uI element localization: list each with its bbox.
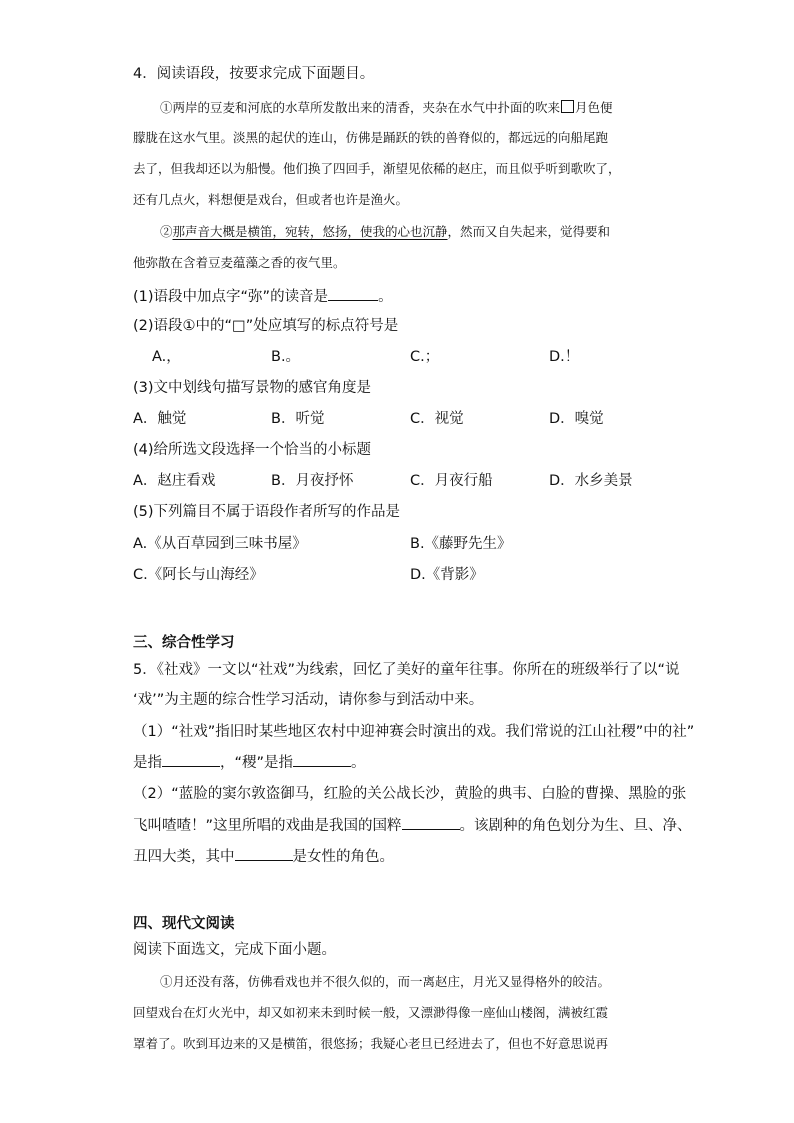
q5-sub2-text: 丑四大类，其中 [133,849,235,865]
q4-sub4: (4)给所选文段选择一个恰当的小标题 [133,442,372,458]
q4-title: 4．阅读语段，按要求完成下面题目。 [133,66,375,82]
q4-passage-line-2: 朦胧在这水气里。淡黑的起伏的连山，仿佛是踊跃的铁的兽脊似的，都远远的向船尾跑 [133,130,609,145]
q5-sub1-end: 。 [351,755,366,771]
underlined-sentence: 那声音大概是横笛，宛转，悠扬，使我的心也沉静 [172,224,448,239]
q4-sub3: (3)文中划线句描写景物的感官角度是 [133,380,372,396]
q4-sub1-text: (1)语段中加点字“弥”的读音是 [133,289,329,305]
q5-sub1-text: 是指 [133,755,162,771]
q5-line-1: 5．《社戏》一文以“社戏”为线索，回忆了美好的童年往事。你所在的班级举行了以“说 [133,662,680,678]
q4-sub2-option-d[interactable]: D.！ [549,349,580,365]
q4-sub3-option-b[interactable]: B．听觉 [271,411,325,427]
q4-passage-text: 月色便 [575,100,613,115]
answer-blank[interactable] [402,815,460,830]
q4-passage2-line-2: 他弥散在含着豆麦蕴藻之香的夜气里。 [133,255,346,270]
q4-sub3-option-a[interactable]: A．触觉 [133,411,187,427]
q4-passage2-line-1 [160,222,610,242]
q4-sub3-option-d[interactable]: D．嗅觉 [549,411,604,427]
q4-sub4-option-b[interactable]: B．月夜抒怀 [271,473,354,489]
q4-sub3-option-c[interactable]: C．视觉 [410,411,464,427]
q4-sub4-option-a[interactable]: A．赵庄看戏 [133,473,216,489]
q5-sub2-line-2 [133,815,692,836]
q4-sub2-option-b[interactable]: B.。 [271,349,301,365]
q4-passage-text: ①两岸的豆麦和河底的水草所发散出来的清香，夹杂在水气中扑面的吹来 [160,100,561,115]
q5-sub2-text: 是女性的角色。 [292,849,394,865]
q4-passage-line-3: 去了，但我却还以为船慢。他们换了四回手，渐望见依稀的赵庄，而且似乎听到歌吹了， [133,161,621,176]
answer-blank[interactable] [328,286,378,301]
q5-sub1-line-2 [133,752,366,773]
section-4-passage-line-2: 回望戏台在灯火光中，却又如初来未到时候一般，又漂渺得像一座仙山楼阁，满被红霞 [133,1005,609,1020]
q4-sub4-option-c[interactable]: C．月夜行船 [410,473,493,489]
q4-passage-line-4: 还有几点火，料想便是戏台，但或者也许是渔火。 [133,192,409,207]
q4-passage2-marker: ② [160,224,173,239]
q4-passage-line-1 [160,98,613,118]
q4-sub5-option-c[interactable]: C.《阿长与山海经》 [133,567,264,583]
q5-sub2-text: 。该剧种的角色划分为生、旦、净、 [459,818,692,834]
answer-blank[interactable] [235,846,293,861]
section-4-passage-line-1: ①月还没有落，仿佛看戏也并不很久似的，而一离赵庄，月光又显得格外的皎洁。 [160,974,611,989]
q5-sub2-line-1: （2）“蓝脸的窦尔敦盗御马，红脸的关公战长沙，黄脸的典韦、白脸的曹操、黑脸的张 [133,786,687,802]
q4-sub5-option-d[interactable]: D.《背影》 [410,567,484,583]
q4-sub4-option-d[interactable]: D．水乡美景 [549,473,633,489]
q5-sub1-line-1: （1）“社戏”指旧时某些地区农村中迎神赛会时演出的戏。我们常说的江山社稷”中的社” [133,724,695,740]
section-4-passage-line-3: 罩着了。吹到耳边来的又是横笛，很悠扬；我疑心老旦已经进去了，但也不好意思说再 [133,1036,609,1051]
section-3-heading: 三、综合性学习 [133,635,235,651]
section-4-intro: 阅读下面选文，完成下面小题。 [133,942,336,958]
q4-sub5-option-b[interactable]: B.《藤野先生》 [410,536,512,552]
section-4-heading: 四、现代文阅读 [133,916,235,932]
answer-blank[interactable] [162,752,220,767]
q4-sub1-end: 。 [378,289,393,305]
q4-sub1 [133,286,393,307]
q4-sub5-option-a[interactable]: A.《从百草园到三味书屋》 [133,536,307,552]
q5-line-2: ‘戏’”为主题的综合性学习活动，请你参与到活动中来。 [133,692,484,708]
q5-sub2-line-3 [133,846,394,867]
punctuation-blank-box [561,100,574,113]
q4-sub5: (5)下列篇目不属于语段作者所写的作品是 [133,504,401,520]
q5-sub2-text: 飞叫喳喳！”这里所唱的戏曲是我国的国粹 [133,818,402,834]
answer-blank[interactable] [293,752,351,767]
q5-sub1-text: ，“稷”是指 [220,755,294,771]
q4-sub2: (2)语段①中的“□”处应填写的标点符号是 [133,318,399,334]
q4-sub2-option-a[interactable]: A.， [152,349,181,365]
q4-passage2-text: ，然而又自失起来，觉得要和 [447,224,611,239]
q4-sub2-option-c[interactable]: C.； [410,349,440,365]
